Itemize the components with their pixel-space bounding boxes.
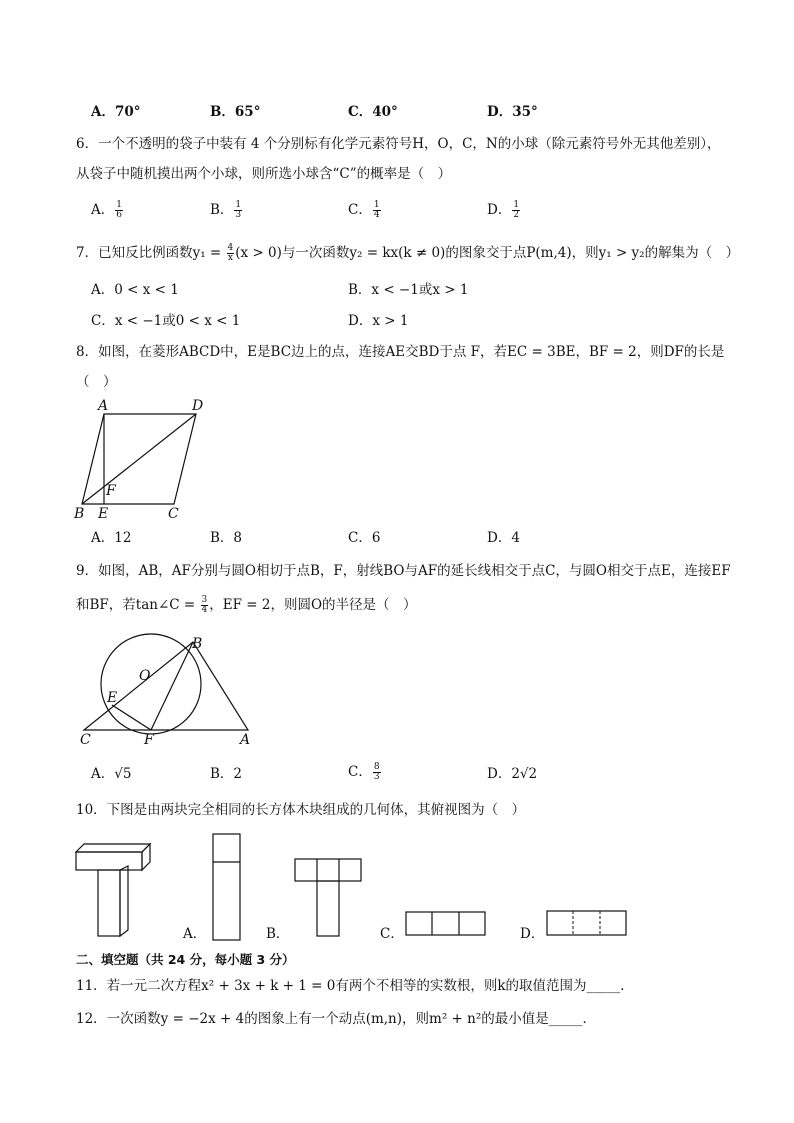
fraction-denominator: x xyxy=(227,253,233,263)
q10-stem: 10．下图是由两块完全相同的长方体木块组成的几何体，其俯视图为（ ） xyxy=(76,802,526,818)
q9-stem-line1: 9．如图，AB，AF分别与圆O相切于点B，F，射线BO与AF的延长线相交于点C，与圆O相交于点E，连接EF xyxy=(76,563,731,579)
q6-option-a-fraction xyxy=(115,201,123,220)
option-a-outline xyxy=(213,834,240,940)
q10-option-a-figure xyxy=(212,833,242,941)
section-2-heading: 二、填空题（共 24 分，每小题 3 分） xyxy=(76,952,295,967)
q10-option-c-figure xyxy=(405,911,487,937)
triangle-cba xyxy=(84,642,248,730)
label-c: C xyxy=(80,732,91,748)
q9-circle-tangent-figure xyxy=(76,630,261,748)
label-d: D xyxy=(192,398,204,414)
q7-option-a: A．0 < x < 1 xyxy=(91,282,179,298)
q10-option-b-label: B． xyxy=(266,926,290,942)
q7-stem-pre: 7．已知反比例函数y₁ = xyxy=(76,245,226,261)
q7-option-d: D．x > 1 xyxy=(348,313,409,329)
top-block-top-face xyxy=(76,844,150,852)
label-a: A xyxy=(240,732,251,748)
q6-option-c-label: C． xyxy=(348,202,372,218)
q5-option-d: D．35° xyxy=(487,104,538,120)
q9-stem-line2 xyxy=(76,596,417,615)
diagonal-bd xyxy=(82,414,196,504)
segment-ef xyxy=(112,705,151,730)
option-b-top-bar xyxy=(295,859,361,881)
q6-option-a-label: A． xyxy=(91,202,115,218)
bottom-block-side-face xyxy=(120,866,128,936)
fraction-numerator: 1 xyxy=(235,200,242,210)
segment-bf xyxy=(151,642,193,730)
q9-option-c-label: C． xyxy=(348,764,372,780)
bottom-block-front-face xyxy=(98,870,120,936)
label-f: F xyxy=(144,732,154,748)
q6-option-d-fraction xyxy=(512,201,520,220)
q7-fraction xyxy=(227,244,235,263)
fraction-denominator: 4 xyxy=(201,605,208,615)
q7-option-c: C．x < −1或0 < x < 1 xyxy=(91,313,241,329)
option-b-stem xyxy=(317,881,339,936)
q7-option-b: B．x < −1或x > 1 xyxy=(348,282,469,298)
fraction-denominator: 3 xyxy=(373,772,380,782)
q9-option-c xyxy=(348,763,382,782)
q9-stem-line2-post: ，EF = 2，则圆O的半径是（ ） xyxy=(209,597,417,613)
q6-option-b-fraction xyxy=(234,201,242,220)
q8-stem-line2: （ ） xyxy=(76,374,117,390)
q5-option-b: B．65° xyxy=(210,104,261,120)
q10-option-d-label: D． xyxy=(520,926,545,942)
q9-option-c-fraction xyxy=(373,763,381,782)
fraction-numerator: 4 xyxy=(227,243,234,253)
q12-stem: 12．一次函数y = −2x + 4的图象上有一个动点(m,n)，则m² + n²的最小值是_____． xyxy=(76,1011,596,1027)
fraction-numerator: 3 xyxy=(201,595,208,605)
q9-fraction xyxy=(201,596,209,615)
q8-option-a: A．12 xyxy=(91,530,132,546)
q5-option-c: C．40° xyxy=(348,104,398,120)
circle-o xyxy=(101,634,201,734)
label-o: O xyxy=(139,668,151,684)
label-e: E xyxy=(98,506,109,522)
fraction-numerator: 1 xyxy=(513,200,520,210)
q10-option-c-label: C． xyxy=(380,926,404,942)
label-e: E xyxy=(107,690,118,706)
top-block-side-face xyxy=(142,844,150,870)
q6-option-c xyxy=(348,201,382,220)
q6-option-d xyxy=(487,201,521,220)
label-c: C xyxy=(168,506,179,522)
q5-option-a: A．70° xyxy=(91,104,141,120)
q7-stem xyxy=(76,244,739,263)
q8-option-b: B．8 xyxy=(210,530,243,546)
q6-option-b xyxy=(210,201,243,220)
label-b: B xyxy=(74,506,85,522)
q8-rhombus-figure xyxy=(70,396,215,521)
q8-option-d: D．4 xyxy=(487,530,520,546)
fraction-denominator: 4 xyxy=(373,210,380,220)
label-b: B xyxy=(192,636,203,652)
fraction-numerator: 1 xyxy=(116,200,122,210)
q8-stem-line1: 8．如图，在菱形ABCD中，E是BC边上的点，连接AE交BD于点 F，若EC = 3BE，BF = 2，则DF的长是 xyxy=(76,344,725,360)
fraction-denominator: 6 xyxy=(116,210,122,220)
option-c-outline xyxy=(406,912,485,935)
q10-option-a-label: A． xyxy=(183,926,207,942)
label-f: F xyxy=(106,483,116,499)
fraction-numerator: 1 xyxy=(373,200,380,210)
q9-option-b: B．2 xyxy=(210,766,243,782)
q10-option-b-figure xyxy=(294,858,364,938)
q6-option-b-label: B． xyxy=(210,202,234,218)
q6-stem-line2: 从袋子中随机摸出两个小球，则所选小球含“C”的概率是（ ） xyxy=(76,166,452,182)
fraction-denominator: 3 xyxy=(235,210,242,220)
q7-stem-post: (x > 0)与一次函数y₂ = kx(k ≠ 0)的图象交于点P(m,4)，则y₁ > y₂的解集为（ ） xyxy=(235,245,740,261)
top-block-front-face xyxy=(76,852,142,870)
fraction-denominator: 2 xyxy=(513,210,520,220)
q9-option-a: A．√5 xyxy=(91,766,132,782)
q11-stem: 11．若一元二次方程x² + 3x + k + 1 = 0有两个不相等的实数根，则k的取值范围为_____． xyxy=(76,978,634,994)
label-a: A xyxy=(98,398,109,414)
q10-option-d-figure xyxy=(546,910,628,937)
q6-stem-line1: 6．一个不透明的袋子中装有 4 个分别标有化学元素符号H，O，C，N的小球（除元素符号外无其他差别）， xyxy=(76,136,721,152)
q6-option-d-label: D． xyxy=(487,202,512,218)
q6-option-c-fraction xyxy=(373,201,381,220)
q9-option-d: D．2√2 xyxy=(487,766,538,782)
q6-option-a xyxy=(91,201,124,220)
fraction-numerator: 8 xyxy=(373,762,380,772)
option-d-outline xyxy=(547,911,626,935)
q8-option-c: C．6 xyxy=(348,530,381,546)
q10-solid-figure xyxy=(74,842,154,938)
q9-stem-line2-pre: 和BF，若tan∠C = xyxy=(76,597,200,613)
